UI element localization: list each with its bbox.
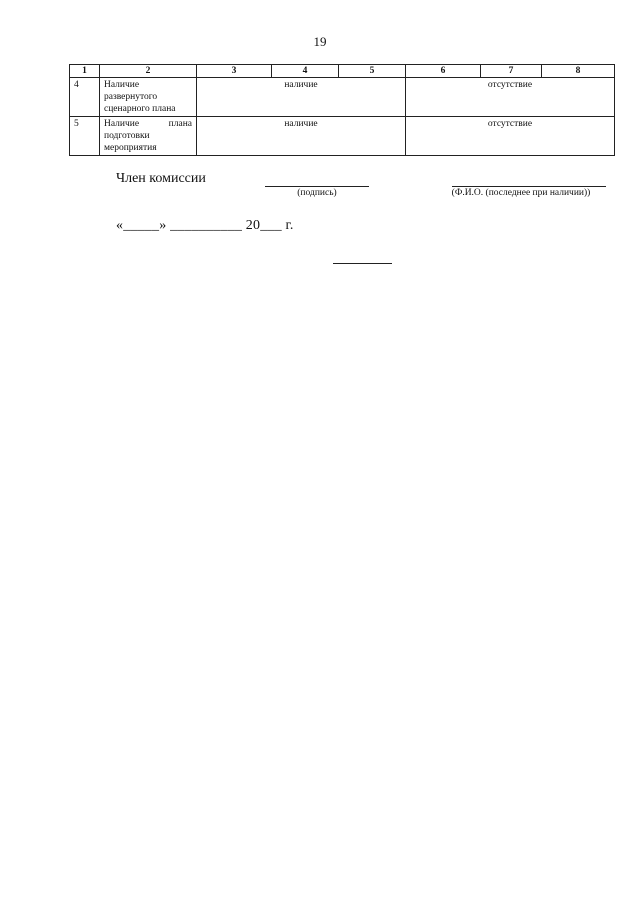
page-number: 19: [313, 34, 327, 49]
column-header: 1: [70, 65, 100, 78]
column-header: 5: [339, 65, 406, 78]
column-header: 6: [406, 65, 481, 78]
present-cell: наличие: [197, 117, 406, 156]
absent-cell: отсутствие: [406, 117, 615, 156]
evaluation-table: [69, 64, 615, 156]
signature-line: [265, 186, 369, 187]
commission-member-label: Член комиссии: [116, 171, 206, 186]
column-header: 8: [542, 65, 615, 78]
row-number: 4: [70, 78, 100, 117]
column-header: 3: [197, 65, 272, 78]
end-rule: [333, 263, 392, 264]
table-row: [70, 117, 615, 156]
table-header-row: [70, 65, 615, 78]
criterion-cell: Наличие плана подготовки мероприятия: [100, 117, 197, 156]
name-caption: (Ф.И.О. (последнее при наличии)): [451, 188, 591, 198]
absent-cell: отсутствие: [406, 78, 615, 117]
row-number: 5: [70, 117, 100, 156]
column-header: 4: [272, 65, 339, 78]
name-line: [452, 186, 606, 187]
present-cell: наличие: [197, 78, 406, 117]
column-header: 7: [481, 65, 542, 78]
table-row: [70, 78, 615, 117]
date-line: «_____» __________ 20___ г.: [116, 218, 294, 233]
signature-caption: (подпись): [297, 188, 337, 198]
criterion-cell: Наличие развернутого сценарного плана: [100, 78, 197, 117]
column-header: 2: [100, 65, 197, 78]
